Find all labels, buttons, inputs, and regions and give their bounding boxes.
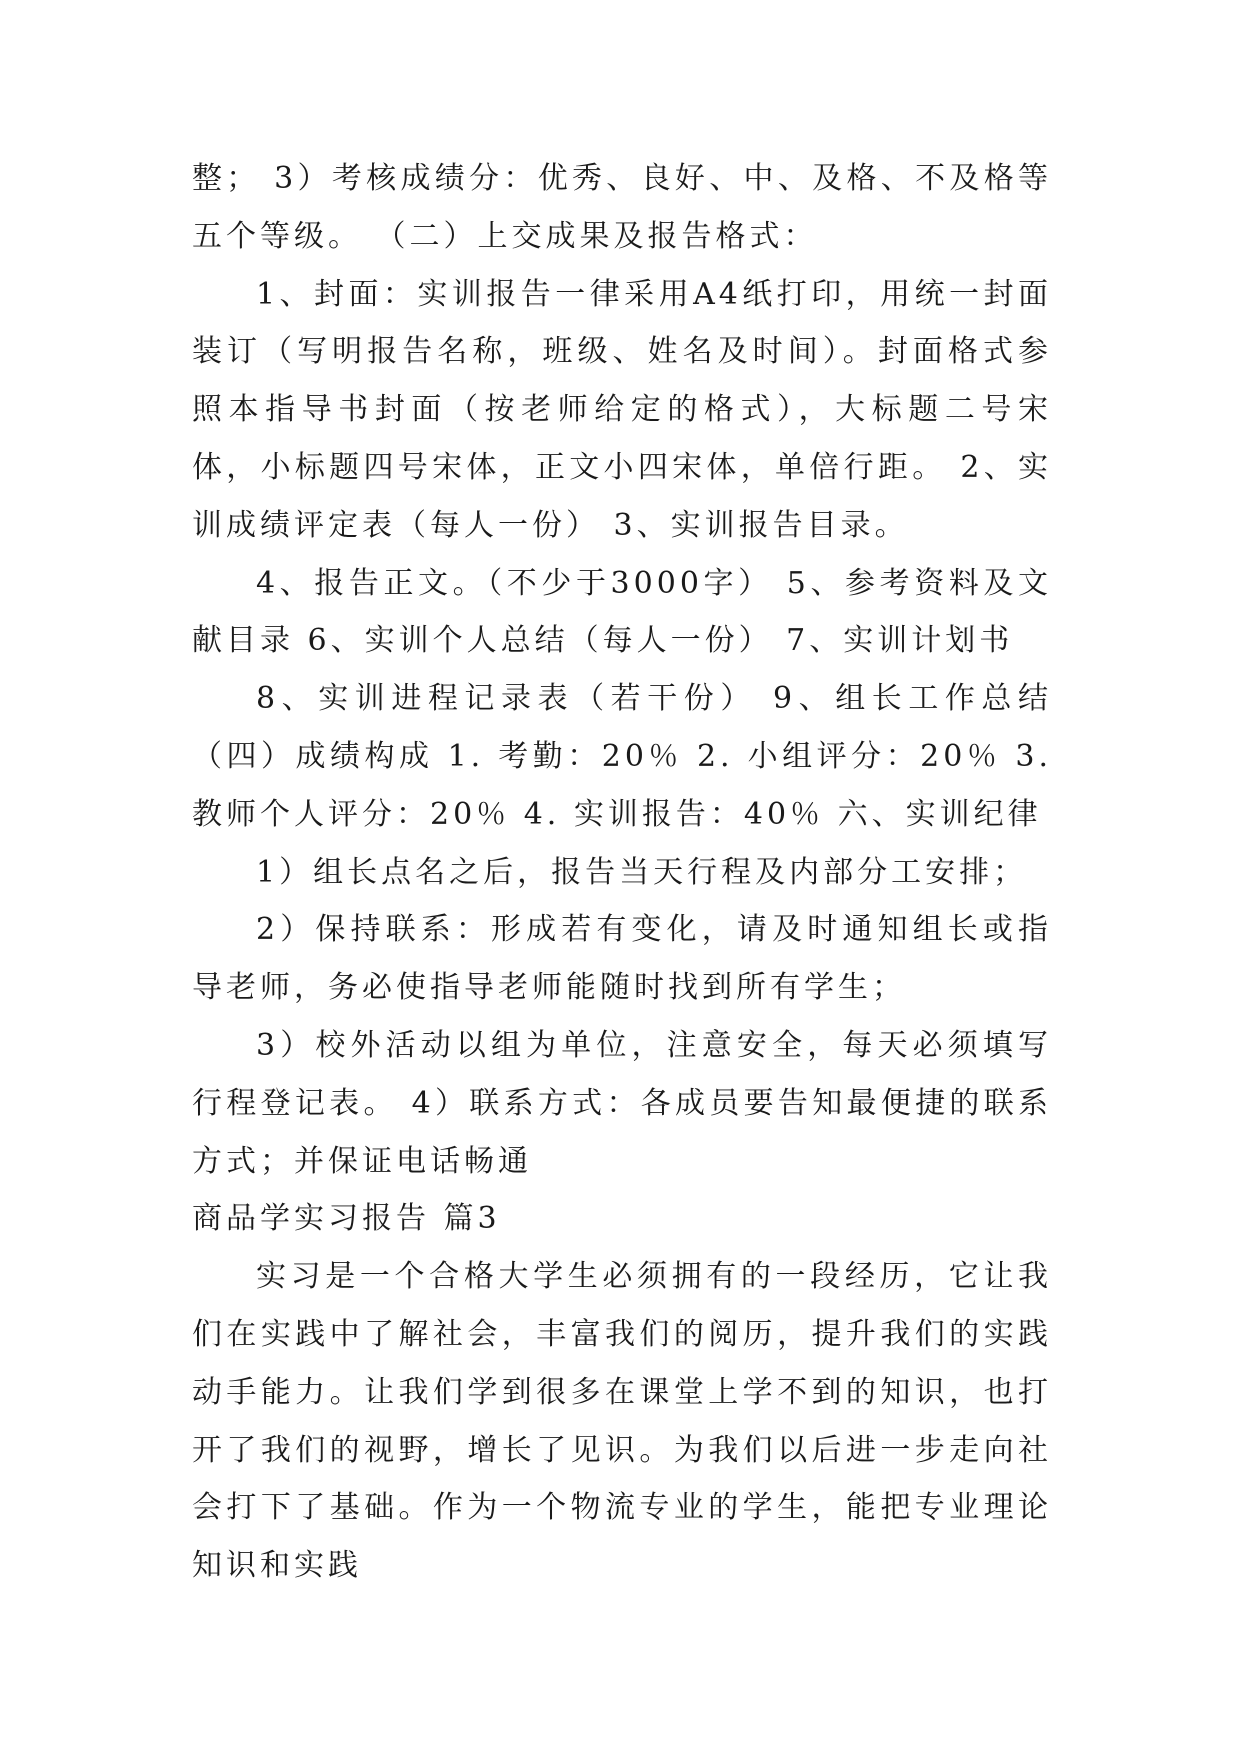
paragraph-discipline-3: 3）校外活动以组为单位，注意安全，每天必须填写行程登记表。 4）联系方式：各成员要告知最便捷的联系方式；并保证电话畅通 [192, 1027, 1052, 1179]
paragraph-discipline-2: 2）保持联系：形成若有变化，请及时通知组长或指导老师，务必使指导老师能随时找到所有学生； [192, 912, 1052, 1006]
paragraph-grade-composition: 8、实训进程记录表（若干份） 9、组长工作总结 （四）成绩构成 1. 考勤：20％ 2. 小组评分：20％ 3. 教师个人评分：20％ 4. 实训报告：40％ 六、实训纪律 [192, 681, 1052, 832]
paragraph-internship-intro: 实习是一个合格大学生必须拥有的一段经历，它让我们在实践中了解社会，丰富我们的阅历，提升我们的实践动手能力。让我们学到很多在课堂上学不到的知识，也打开了我们的视野，增长了见识。为我们以后进一步走向社会打下了基础。作为一个物流专业的学生，能把专业理论知识和实践 [192, 1259, 1052, 1584]
paragraph-discipline-1: 1）组长点名之后，报告当天行程及内部分工安排； [256, 854, 1028, 890]
paragraph-cover-format: 1、封面：实训报告一律采用A4纸打印，用统一封面装订（写明报告名称，班级、姓名及时间）。封面格式参照本指导书封面（按老师给定的格式），大标题二号宋体，小标题四号宋体，正文小四宋体，单倍行距。 2、实训成绩评定表（每人一份） 3、实训报告目录。 [192, 276, 1052, 543]
paragraph-assessment-grades: 整； 3）考核成绩分：优秀、良好、中、及格、不及格等五个等级。 （二）上交成果及报告格式： [192, 161, 1052, 254]
paragraph-report-body: 4、报告正文。（不少于3000字） 5、参考资料及文献目录 6、实训个人总结（每人一份） 7、实训计划书 [192, 565, 1052, 659]
document-body [192, 150, 1052, 1595]
section-title: 商品学实习报告 篇3 [192, 1201, 501, 1237]
